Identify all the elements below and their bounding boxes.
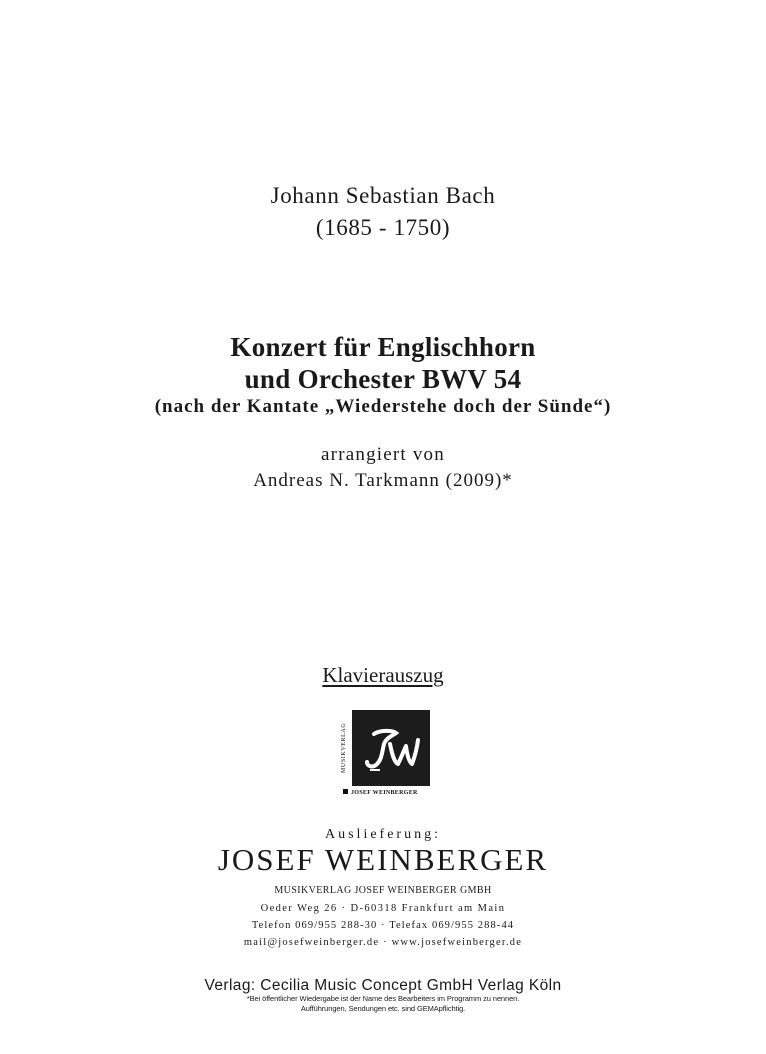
publisher-phone: Telefon 069/955 288-30 · Telefax 069/955 288-44 — [251, 920, 515, 931]
logo-bottom-line — [343, 789, 431, 797]
footnote-line-2: Aufführungen, Sendungen etc. sind GEMApflichtig. — [300, 1004, 466, 1013]
publisher-contact: mail@josefweinberger.de · www.josefweinberger.de — [243, 937, 523, 948]
work-subtitle: (nach der Kantate „Wiederstehe doch der Sünde“) — [154, 396, 612, 417]
arranged-by-label: arrangiert von — [321, 444, 445, 465]
arranger-name: Andreas N. Tarkmann (2009)* — [253, 470, 513, 491]
edition-type — [0, 663, 766, 688]
logo-monogram-box — [352, 710, 430, 786]
publisher-company: MUSIKVERLAG JOSEF WEINBERGER GMBH — [274, 885, 492, 896]
work-title-line-1: Konzert für Englischhorn — [230, 332, 536, 362]
publisher-address: Oeder Weg 26 · D-60318 Frankfurt am Main — [260, 903, 506, 914]
logo-side-text: MUSIKVERLAG — [341, 722, 347, 774]
publisher-logo — [341, 710, 431, 797]
verlag-line: Verlag: Cecilia Music Concept GmbH Verlag Köln — [204, 977, 562, 994]
edition-type-label: Klavierauszug — [322, 663, 444, 687]
composer-dates: (1685 - 1750) — [315, 215, 451, 240]
composer-name: Johann Sebastian Bach — [270, 183, 496, 208]
logo-square-icon — [343, 789, 348, 794]
logo-bottom-text: JOSEF WEINBERGER — [351, 790, 418, 796]
footnote-line-1: *Bei öffentlicher Wiedergabe ist der Name des Bearbeiters im Programm zu nennen. — [246, 994, 520, 1003]
work-title-line-2: und Orchester BWV 54 — [244, 364, 522, 394]
delivery-label: Auslieferung: — [325, 827, 441, 842]
publisher-name: JOSEF WEINBERGER — [217, 842, 549, 877]
jw-monogram-icon — [352, 710, 430, 786]
